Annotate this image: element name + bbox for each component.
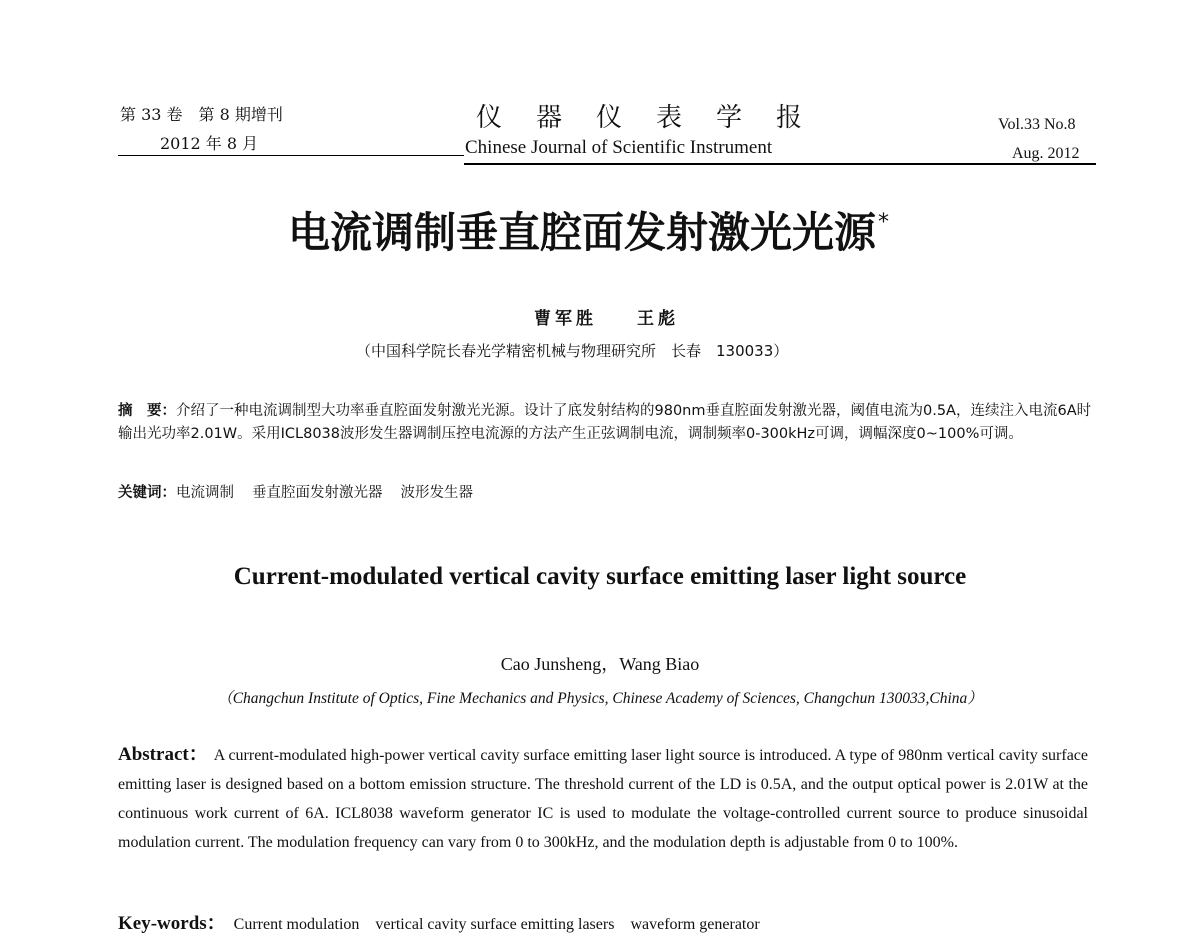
publication-date-cn: 2012 年 8 月 — [160, 134, 259, 153]
paper-title-cn — [288, 200, 889, 260]
publication-date-en: Aug. 2012 — [1012, 145, 1080, 162]
keywords-cn-label: 关键词： — [118, 485, 176, 501]
keywords-cn — [118, 481, 491, 502]
authors-cn — [534, 304, 679, 329]
keyword-cn: 垂直腔面发射激光器 — [252, 485, 383, 501]
keyword-cn: 电流调制 — [176, 485, 234, 501]
affiliation-en: （Changchun Institute of Optics, Fine Mechanics and Physics, Chinese Academy of Sciences, Changchun 130033,China） — [217, 690, 983, 707]
abstract-cn — [118, 400, 1096, 446]
keyword-en: vertical cavity surface emitting lasers — [375, 916, 615, 933]
keyword-en: waveform generator — [630, 916, 760, 933]
keywords-en — [118, 908, 776, 935]
footnote-mark: * — [878, 210, 890, 235]
authors-en: Cao Junsheng，Wang Biao — [500, 654, 700, 674]
keyword-cn: 波形发生器 — [400, 485, 473, 501]
header-rule-main — [464, 163, 1096, 165]
affiliation-cn: （中国科学院长春光学精密机械与物理研究所 长春 130033） — [356, 342, 789, 360]
abstract-cn-text: 介绍了一种电流调制型大功率垂直腔面发射激光光源。设计了底发射结构的980nm垂直腔面发射激光器，阈值电流为0.5A，连续注入电流6A时输出光功率2.01W。采用ICL8038波形发生器调制压控电流源的方法产生正弦调制电流，调制频率0-300kHz可调，调幅深度0~100%可调。 — [118, 403, 1092, 442]
author-cn-2: 王彪 — [637, 309, 679, 329]
volume-number-en: Vol.33 No.8 — [998, 116, 1076, 133]
author-cn-1: 曹军胜 — [534, 309, 597, 329]
abstract-en-label: Abstract： — [118, 744, 208, 765]
keywords-en-label: Key-words： — [118, 913, 226, 934]
journal-name-cn: 仪器仪表学报 — [476, 103, 837, 133]
paper-title-cn-text: 电流调制垂直腔面发射激光光源 — [288, 208, 877, 257]
abstract-en-text: A current-modulated high-power vertical cavity surface emitting laser light source is introduced. A type of 980nm vertical cavity surface emitting laser is designed based on a bottom emission structure. The threshold current of the LD is 0.5A, and the output optical power is 2.01W at the continuous work current of 6A. ICL8038 waveform generator IC is used to modulate the voltage-controlled current source to produce sinusoidal modulation current. The modulation frequency can vary from 0 to 300kHz, and the modulation depth is adjustable from 0 to 100%. — [118, 747, 1089, 851]
abstract-en — [118, 740, 1088, 857]
header-rule-left — [118, 155, 464, 156]
volume-issue: 第 33 卷 第 8 期增刊 — [120, 105, 283, 124]
abstract-cn-label: 摘 要： — [118, 403, 176, 419]
keyword-en: Current modulation — [233, 916, 360, 933]
paper-title-en: Current-modulated vertical cavity surface emitting laser light source — [233, 563, 967, 590]
journal-name-en: Chinese Journal of Scientific Instrument — [465, 137, 773, 158]
